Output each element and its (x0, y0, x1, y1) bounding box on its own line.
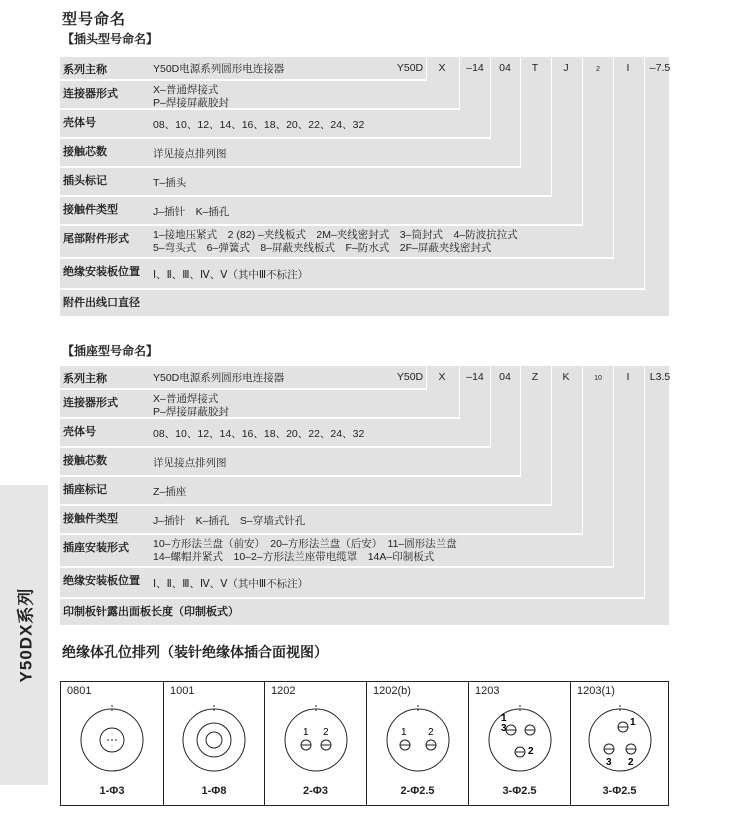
plug-heading: 【插头型号命名】 (62, 32, 159, 46)
layout-caption: 3-Φ2.5 (502, 785, 537, 797)
row-label: 系列主称 (63, 64, 107, 76)
naming-row-band (60, 139, 520, 166)
row-label: 插头标记 (63, 175, 107, 187)
row-description: P–焊接屏蔽胶封 (153, 97, 229, 109)
layout-cell-0801 (61, 682, 164, 805)
row-label: 插座安装形式 (63, 542, 129, 554)
row-label: 壳体号 (63, 426, 96, 438)
model-code-part: Z (531, 371, 539, 383)
row-description: Ⅰ、Ⅱ、Ⅲ、Ⅳ、Ⅴ（其中Ⅲ不标注） (153, 268, 309, 281)
row-label: 印制板针露出面板长度（印制板式） (63, 606, 239, 618)
column-divider (613, 57, 614, 259)
naming-row-band (60, 259, 644, 288)
code-column-band (644, 57, 669, 316)
row-description: P–焊接屏蔽胶封 (153, 406, 229, 418)
row-description: 详见接点排列图 (153, 147, 227, 160)
model-code-part: 04 (499, 62, 511, 74)
layout-name: 1203 (475, 685, 500, 697)
row-label: 连接器形式 (63, 88, 118, 100)
code-column-band (520, 366, 551, 504)
pin-number: 2 (627, 757, 634, 768)
code-column-band (582, 57, 613, 257)
model-code-part: Y50D (396, 62, 424, 74)
naming-row-band (60, 168, 551, 195)
row-label: 绝缘安装板位置 (63, 266, 140, 278)
code-column-band (551, 366, 583, 533)
code-column-band (613, 57, 644, 288)
layout-name: 0801 (67, 685, 92, 697)
naming-row-band (60, 568, 644, 597)
pin-number: 1 (400, 727, 407, 738)
naming-row-band (60, 197, 582, 224)
model-code-part: X (438, 371, 446, 383)
row-description: Ⅰ、Ⅱ、Ⅲ、Ⅳ、Ⅴ（其中Ⅲ不标注） (153, 577, 309, 590)
layout-name: 1202 (271, 685, 296, 697)
insulator-outline (285, 709, 347, 771)
insulator-outline (183, 709, 245, 771)
code-column-band (582, 366, 613, 566)
model-code-part: I (626, 371, 630, 383)
model-code-part: I (626, 62, 630, 74)
row-description: 1–接地压紧式 2 (82) –夹线板式 2M–夹线密封式 3–筒封式 4–防波抗拉式 (153, 229, 518, 241)
naming-row-band (60, 506, 582, 533)
row-label: 附件出线口直径 (63, 297, 140, 309)
row-description: 08、10、12、14、16、18、20、22、24、32 (153, 427, 365, 440)
layout-caption: 2-Φ2.5 (400, 785, 435, 797)
row-label: 接触芯数 (63, 146, 107, 158)
layout-1203-1-diagram (585, 705, 655, 775)
layout-cell-1202b (367, 682, 469, 805)
row-description: T–插头 (153, 176, 187, 189)
row-label: 绝缘安装板位置 (63, 575, 140, 587)
pin-number: 1 (302, 727, 309, 738)
row-description: 08、10、12、14、16、18、20、22、24、32 (153, 118, 365, 131)
code-column-band (613, 366, 644, 597)
code-column-band (551, 57, 583, 224)
row-description: Y50D电源系列圆形电连接器 (153, 372, 285, 384)
model-code-part: T (531, 62, 539, 74)
contact-pin (206, 732, 222, 748)
row-label: 接触件类型 (63, 204, 118, 216)
layout-heading: 绝缘体孔位排列（装针绝缘体插合面视图） (62, 644, 328, 660)
layout-caption: 3-Φ2.5 (602, 785, 637, 797)
model-code-part: 2 (596, 66, 600, 73)
model-code-part: X (438, 62, 446, 74)
row-label: 尾部附件形式 (63, 233, 129, 245)
series-side-label: Y50DX系列 (16, 587, 36, 683)
layout-name: 1202(b) (373, 685, 411, 697)
model-code-part: 10 (594, 375, 602, 382)
row-label: 接触件类型 (63, 513, 118, 525)
page-title: 型号命名 (62, 11, 127, 28)
code-column-band (520, 57, 551, 195)
row-label: 插座标记 (63, 484, 107, 496)
model-code-part: –7.5 (649, 62, 671, 74)
column-divider (669, 366, 670, 599)
model-code-part: J (563, 62, 569, 74)
naming-row-band (60, 448, 520, 475)
column-divider (582, 366, 583, 535)
model-code-part: –14 (466, 371, 484, 383)
layout-1001-diagram (179, 705, 249, 775)
layout-caption: 1-Φ3 (99, 785, 125, 797)
layout-cell-1001 (164, 682, 265, 805)
row-description: 14–螺帽并紧式 10–2–方形法兰座带电缆罩 14A–印制板式 (153, 551, 435, 563)
naming-row-band (60, 477, 551, 504)
pin-number: 3 (500, 723, 507, 734)
column-divider (644, 57, 645, 290)
layout-grid (60, 681, 669, 806)
row-description: 详见接点排列图 (153, 456, 227, 469)
row-description: 5–弯头式 6–弹簧式 8–屏蔽夹线板式 F–防水式 2F–屏蔽夹线密封式 (153, 242, 492, 254)
model-code-part: L3.5 (649, 371, 671, 383)
insulator-outline (589, 709, 651, 771)
row-description: X–普通焊接式 (153, 393, 219, 405)
layout-name: 1001 (170, 685, 195, 697)
model-code-part: Y50D (396, 371, 424, 383)
naming-row-band (60, 81, 459, 108)
pin-number: 2 (427, 727, 434, 738)
column-divider (644, 366, 645, 599)
row-label: 连接器形式 (63, 397, 118, 409)
model-code-part: –14 (466, 62, 484, 74)
naming-row-band (60, 290, 669, 316)
layout-1203-diagram (485, 705, 555, 775)
row-description: 10–方形法兰盘（前安） 20–方形法兰盘（后安） 11–圆形法兰盘 (153, 538, 457, 550)
row-description: J–插针 K–插孔 S–穿墙式针孔 (153, 514, 306, 527)
insulator-outline (387, 709, 449, 771)
pin-number: 3 (605, 757, 612, 768)
layout-name: 1203(1) (577, 685, 615, 697)
row-description: Z–插座 (153, 485, 187, 498)
code-column-band (644, 366, 669, 625)
insulator-outline (489, 709, 551, 771)
socket-heading: 【插座型号命名】 (62, 344, 159, 358)
layout-cell-1203 (469, 682, 571, 805)
layout-caption: 2-Φ3 (303, 785, 328, 797)
column-divider (551, 57, 552, 197)
column-divider (582, 57, 583, 226)
row-label: 接触芯数 (63, 455, 107, 467)
layout-cell-1202 (265, 682, 367, 805)
row-description: J–插针 K–插孔 (153, 205, 230, 218)
contact-hole (197, 723, 231, 757)
row-description: X–普通焊接式 (153, 84, 219, 96)
pin-number: 1 (629, 717, 636, 728)
pin-number: 2 (322, 727, 329, 738)
model-code-part: K (562, 371, 570, 383)
row-label: 系列主称 (63, 373, 107, 385)
naming-row-band (60, 390, 459, 417)
column-divider (551, 366, 552, 506)
layout-0801-diagram (77, 705, 147, 775)
column-divider (669, 57, 670, 290)
model-code-part: 04 (499, 371, 511, 383)
pin-number: 1 (500, 713, 507, 724)
column-divider (613, 366, 614, 568)
layout-1202-diagram (281, 705, 351, 775)
layout-caption: 1-Φ8 (201, 785, 227, 797)
row-label: 壳体号 (63, 117, 96, 129)
row-description: Y50D电源系列圆形电连接器 (153, 63, 285, 75)
layout-cell-1203-1 (571, 682, 668, 805)
layout-1202b-diagram (383, 705, 453, 775)
pin-number: 2 (527, 746, 534, 757)
